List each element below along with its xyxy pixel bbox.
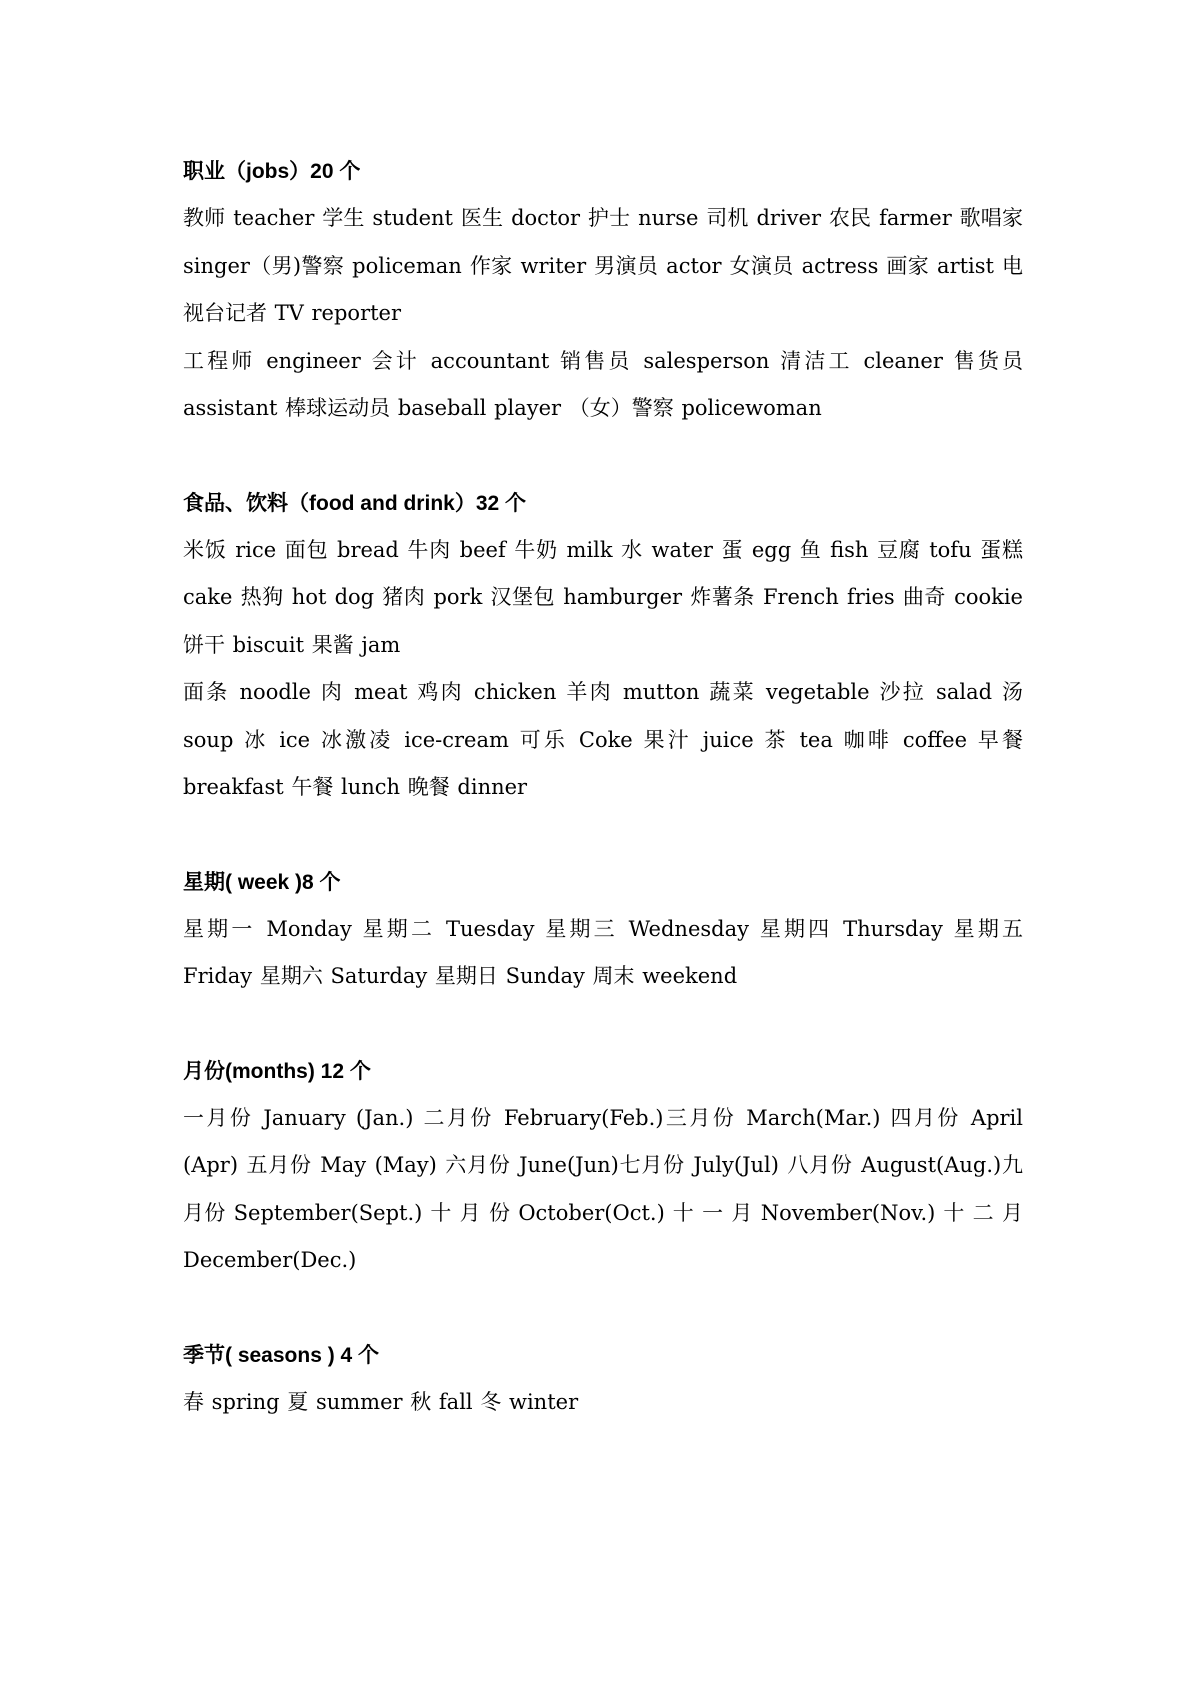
document-page: [183, 148, 1023, 1473]
section-heading: 星期( week )8 个: [183, 870, 341, 894]
section-paragraph: 教师 teacher 学生 student 医生 doctor 护士 nurse 司机 driver 农民 farmer 歌唱家 singer（男)警察 policeman 作家 writer 男演员 actor 女演员 actress 画家 artist 电视台记者 TV reporter: [183, 206, 1023, 325]
section-paragraph: 工程师 engineer 会计 accountant 销售员 salesperson 清洁工 cleaner 售货员 assistant 棒球运动员 baseball player （女）警察 policewoman: [183, 348, 1023, 420]
section-paragraph: 面条 noodle 肉 meat 鸡肉 chicken 羊肉 mutton 蔬菜 vegetable 沙拉 salad 汤 soup 冰 ice 冰激凌 ice-cream 可乐 Coke 果汁 juice 茶 tea 咖啡 coffee 早餐 breakfast 午餐 lunch 晚餐 dinner: [183, 680, 1023, 799]
section-seasons: [183, 1332, 1023, 1427]
section-paragraph: 春 spring 夏 summer 秋 fall 冬 winter: [183, 1389, 579, 1414]
section-food-and-drink: [183, 480, 1023, 812]
section-paragraph: 米饭 rice 面包 bread 牛肉 beef 牛奶 milk 水 water 蛋 egg 鱼 fish 豆腐 tofu 蛋糕 cake 热狗 hot dog 猪肉 pork 汉堡包 hamburger 炸薯条 French fries 曲奇 cookie 饼干 biscuit 果酱 jam: [183, 537, 1023, 657]
section-heading: 月份(months) 12 个: [183, 1059, 371, 1083]
section-week: [183, 859, 1023, 1001]
section-months: [183, 1048, 1023, 1285]
section-jobs: [183, 148, 1023, 433]
section-paragraph: 一月份 January (Jan.) 二月份 February(Feb.)三月份 March(Mar.) 四月份 April (Apr) 五月份 May (May) 六月份 June(Jun)七月份 July(Jul) 八月份 August(Aug.)九月份 September(Sept.) 十 月 份 October(Oct.) 十 一 月 November(Nov.) 十 二 月 December(Dec.): [183, 1105, 1023, 1272]
section-heading: 季节( seasons ) 4 个: [183, 1343, 380, 1367]
section-heading: 食品、饮料（food and drink）32 个: [183, 491, 527, 515]
section-heading: 职业（jobs）20 个: [183, 160, 361, 183]
section-paragraph: 星期一 Monday 星期二 Tuesday 星期三 Wednesday 星期四 Thursday 星期五 Friday 星期六 Saturday 星期日 Sunday 周末 weekend: [183, 916, 1023, 988]
